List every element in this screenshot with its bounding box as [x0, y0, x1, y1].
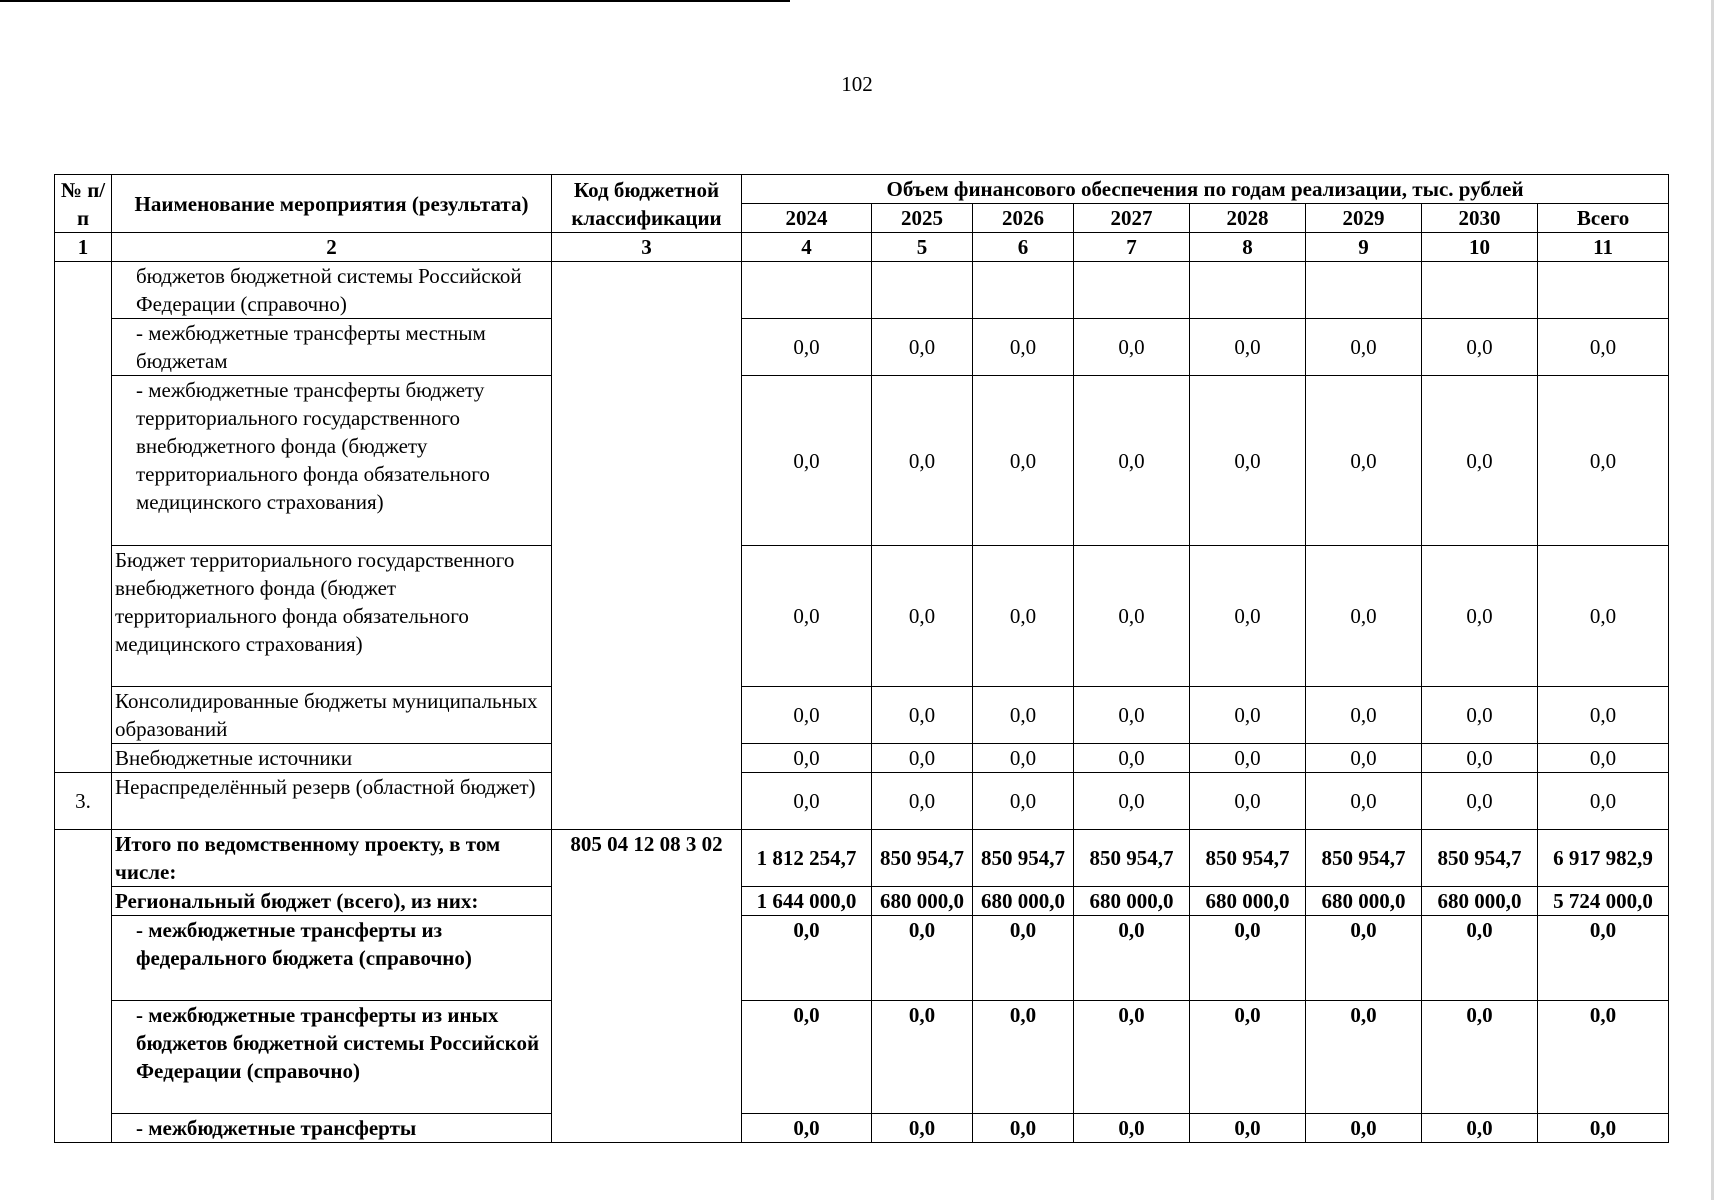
top-rule: [0, 0, 790, 2]
value-cell: 850 954,7: [1190, 830, 1306, 887]
value-cell: 0,0: [872, 916, 973, 1001]
col-number: 8: [1190, 233, 1306, 262]
col-number: 9: [1306, 233, 1422, 262]
value-cell: 0,0: [1538, 773, 1669, 830]
value-cell: 0,0: [1074, 773, 1190, 830]
value-cell: 0,0: [1422, 319, 1538, 376]
table-row: [55, 830, 1669, 887]
value-cell: [1074, 262, 1190, 319]
value-cell: 0,0: [1190, 546, 1306, 687]
header-num: № п/п: [55, 175, 112, 233]
value-cell: 0,0: [1422, 687, 1538, 744]
value-cell: 680 000,0: [1074, 887, 1190, 916]
row-name: Внебюджетные источники: [112, 744, 552, 773]
value-cell: 0,0: [1422, 1114, 1538, 1143]
budget-table: [54, 174, 1669, 1143]
value-cell: 0,0: [1422, 1001, 1538, 1114]
value-cell: 0,0: [1538, 1001, 1669, 1114]
row-code: [552, 262, 742, 830]
value-cell: 0,0: [1422, 916, 1538, 1001]
table-row: [55, 744, 1669, 773]
value-cell: 0,0: [973, 546, 1074, 687]
value-cell: 0,0: [872, 376, 973, 546]
value-cell: 0,0: [1306, 687, 1422, 744]
row-name: - межбюджетные трансферты из федерального бюджета (справочно): [112, 916, 552, 1001]
value-cell: 850 954,7: [973, 830, 1074, 887]
value-cell: 0,0: [973, 319, 1074, 376]
col-number: 6: [973, 233, 1074, 262]
value-cell: 0,0: [1538, 376, 1669, 546]
header-year: 2025: [872, 204, 973, 233]
value-cell: [1422, 262, 1538, 319]
value-cell: 0,0: [872, 1001, 973, 1114]
value-cell: [742, 262, 872, 319]
value-cell: 0,0: [742, 319, 872, 376]
header-year: 2027: [1074, 204, 1190, 233]
row-name: Региональный бюджет (всего), из них:: [112, 887, 552, 916]
table-row: [55, 887, 1669, 916]
value-cell: 0,0: [1306, 773, 1422, 830]
value-cell: 1 644 000,0: [742, 887, 872, 916]
row-name: Бюджет территориального государственного внебюджетного фонда (бюджет территориального фонда обязательного медицинского страхования): [112, 546, 552, 687]
value-cell: [1306, 262, 1422, 319]
value-cell: 0,0: [742, 744, 872, 773]
table-row: [55, 687, 1669, 744]
value-cell: 0,0: [872, 687, 973, 744]
row-name: - межбюджетные трансферты местным бюджетам: [112, 319, 552, 376]
table-row: [55, 916, 1669, 1001]
row-name: - межбюджетные трансферты из иных бюджетов бюджетной системы Российской Федерации (справочно): [112, 1001, 552, 1114]
value-cell: 0,0: [973, 687, 1074, 744]
header-volume: Объем финансового обеспечения по годам реализации, тыс. рублей: [742, 175, 1669, 204]
value-cell: 0,0: [872, 546, 973, 687]
value-cell: 850 954,7: [1074, 830, 1190, 887]
value-cell: 680 000,0: [1190, 887, 1306, 916]
value-cell: 0,0: [1074, 376, 1190, 546]
value-cell: 680 000,0: [973, 887, 1074, 916]
header-row-colnums: [55, 233, 1669, 262]
row-name: Итого по ведомственному проекту, в том числе:: [112, 830, 552, 887]
row-num: [55, 262, 112, 773]
value-cell: 0,0: [1538, 1114, 1669, 1143]
value-cell: 850 954,7: [1422, 830, 1538, 887]
value-cell: 0,0: [1306, 916, 1422, 1001]
row-num: 3.: [55, 773, 112, 830]
table-row: [55, 376, 1669, 546]
value-cell: 6 917 982,9: [1538, 830, 1669, 887]
header-code: Код бюджетной классификации: [552, 175, 742, 233]
value-cell: 0,0: [872, 319, 973, 376]
value-cell: 0,0: [742, 916, 872, 1001]
row-name: - межбюджетные трансферты бюджету территориального государственного внебюджетного фонда (бюджету территориального фонда обязательного медицинского страхования): [112, 376, 552, 546]
value-cell: 0,0: [1306, 319, 1422, 376]
table-row: [55, 1114, 1669, 1143]
value-cell: 0,0: [973, 916, 1074, 1001]
value-cell: 680 000,0: [1306, 887, 1422, 916]
value-cell: 0,0: [742, 687, 872, 744]
value-cell: 0,0: [1190, 319, 1306, 376]
value-cell: 0,0: [742, 546, 872, 687]
header-name: Наименование мероприятия (результата): [112, 175, 552, 233]
value-cell: 0,0: [872, 773, 973, 830]
value-cell: 0,0: [1190, 376, 1306, 546]
value-cell: 0,0: [973, 376, 1074, 546]
value-cell: 0,0: [1074, 1114, 1190, 1143]
value-cell: 0,0: [1306, 376, 1422, 546]
value-cell: 0,0: [973, 744, 1074, 773]
value-cell: 0,0: [1074, 546, 1190, 687]
value-cell: 0,0: [1538, 546, 1669, 687]
col-number: 1: [55, 233, 112, 262]
header-year: 2024: [742, 204, 872, 233]
col-number: 3: [552, 233, 742, 262]
value-cell: 0,0: [742, 376, 872, 546]
value-cell: 0,0: [1422, 773, 1538, 830]
value-cell: 0,0: [742, 1114, 872, 1143]
value-cell: 0,0: [973, 1001, 1074, 1114]
col-number: 4: [742, 233, 872, 262]
value-cell: 0,0: [1074, 319, 1190, 376]
value-cell: [1538, 262, 1669, 319]
value-cell: 0,0: [1190, 687, 1306, 744]
col-number: 5: [872, 233, 973, 262]
value-cell: 0,0: [1538, 319, 1669, 376]
row-name: Нераспределённый резерв (областной бюджет): [112, 773, 552, 830]
header-year: 2026: [973, 204, 1074, 233]
table-row: [55, 262, 1669, 319]
col-number: 7: [1074, 233, 1190, 262]
value-cell: 850 954,7: [872, 830, 973, 887]
header-year: 2028: [1190, 204, 1306, 233]
value-cell: 0,0: [1538, 916, 1669, 1001]
table-row: [55, 319, 1669, 376]
value-cell: 0,0: [1306, 744, 1422, 773]
row-name: бюджетов бюджетной системы Российской Федерации (справочно): [112, 262, 552, 319]
col-number: 11: [1538, 233, 1669, 262]
value-cell: 0,0: [1074, 916, 1190, 1001]
table-row: [55, 546, 1669, 687]
value-cell: 0,0: [1074, 1001, 1190, 1114]
value-cell: 0,0: [1190, 744, 1306, 773]
value-cell: 0,0: [742, 1001, 872, 1114]
value-cell: [872, 262, 973, 319]
value-cell: 0,0: [1422, 376, 1538, 546]
value-cell: 0,0: [872, 1114, 973, 1143]
value-cell: 0,0: [742, 773, 872, 830]
value-cell: 0,0: [1306, 1114, 1422, 1143]
value-cell: [973, 262, 1074, 319]
value-cell: 0,0: [1306, 546, 1422, 687]
row-num: [55, 830, 112, 1143]
value-cell: 680 000,0: [1422, 887, 1538, 916]
value-cell: [1190, 262, 1306, 319]
value-cell: 0,0: [1074, 744, 1190, 773]
value-cell: 0,0: [1190, 1114, 1306, 1143]
value-cell: 5 724 000,0: [1538, 887, 1669, 916]
header-total: Всего: [1538, 204, 1669, 233]
value-cell: 0,0: [1538, 744, 1669, 773]
value-cell: 0,0: [973, 1114, 1074, 1143]
value-cell: 0,0: [1422, 546, 1538, 687]
value-cell: 0,0: [872, 744, 973, 773]
row-code: 805 04 12 08 3 02: [552, 830, 742, 1143]
col-number: 2: [112, 233, 552, 262]
value-cell: 0,0: [973, 773, 1074, 830]
value-cell: 680 000,0: [872, 887, 973, 916]
table-row: [55, 773, 1669, 830]
row-name: Консолидированные бюджеты муниципальных образований: [112, 687, 552, 744]
value-cell: 0,0: [1190, 1001, 1306, 1114]
table-row: [55, 1001, 1669, 1114]
value-cell: 1 812 254,7: [742, 830, 872, 887]
value-cell: 0,0: [1422, 744, 1538, 773]
value-cell: 850 954,7: [1306, 830, 1422, 887]
value-cell: 0,0: [1306, 1001, 1422, 1114]
page-number: 102: [841, 72, 873, 96]
value-cell: 0,0: [1190, 916, 1306, 1001]
header-year: 2030: [1422, 204, 1538, 233]
value-cell: 0,0: [1190, 773, 1306, 830]
col-number: 10: [1422, 233, 1538, 262]
header-year: 2029: [1306, 204, 1422, 233]
header-row-1: [55, 175, 1669, 204]
row-name: - межбюджетные трансферты: [112, 1114, 552, 1143]
value-cell: 0,0: [1074, 687, 1190, 744]
value-cell: 0,0: [1538, 687, 1669, 744]
